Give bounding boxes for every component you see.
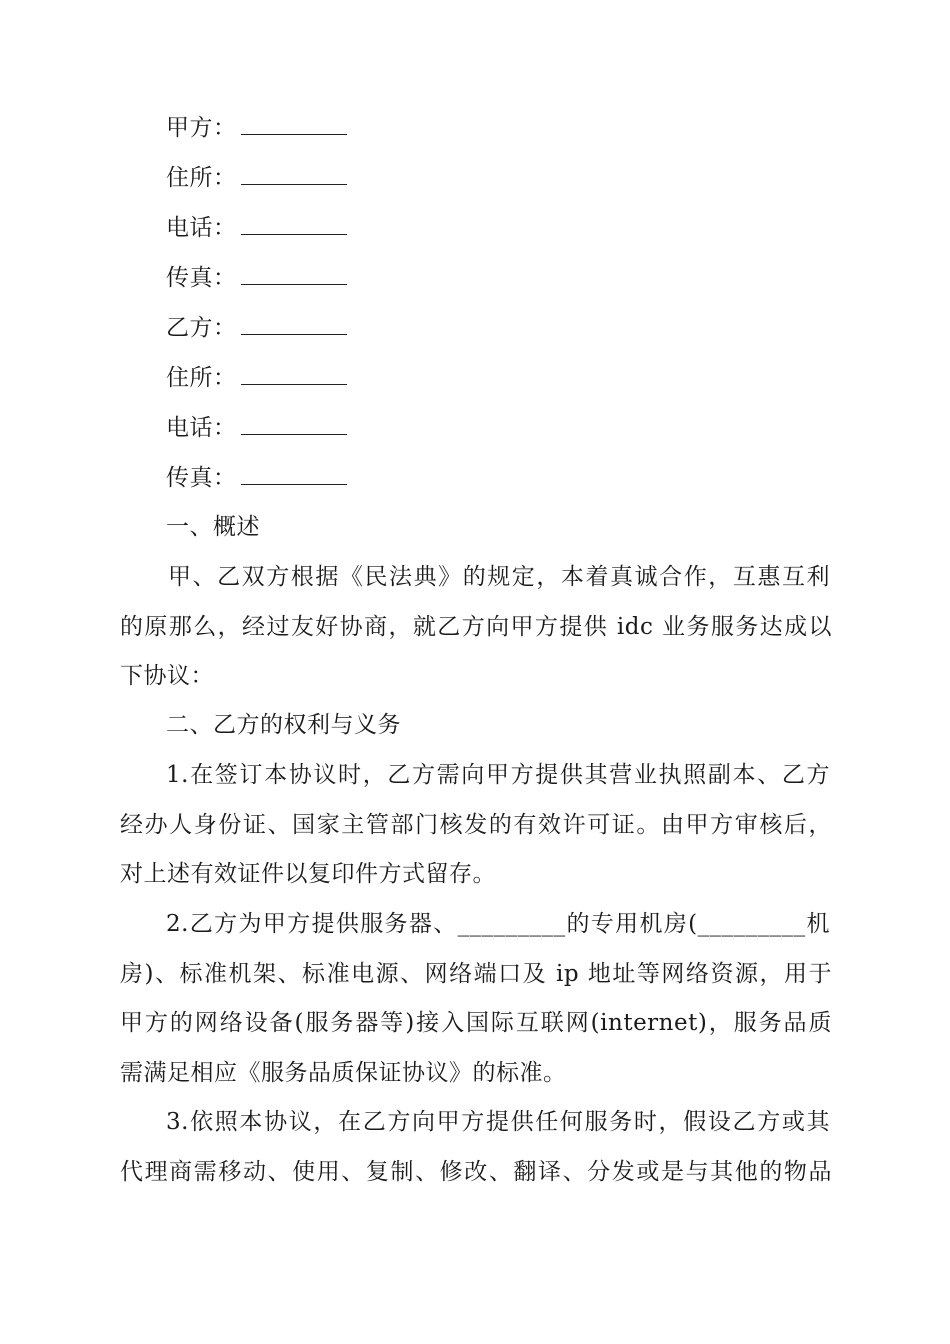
party-b-address-blank <box>241 366 347 385</box>
party-a-address-blank <box>241 166 347 185</box>
party-a-label: 甲方： <box>166 115 237 141</box>
party-row <box>166 415 878 441</box>
party-a-phone-blank <box>241 216 347 235</box>
section-heading: 一、概述 <box>166 514 260 540</box>
paragraph-line: 下协议： <box>120 663 214 689</box>
party-a-fax-label: 传真： <box>166 265 237 291</box>
paragraph-line: 房)、标准机架、标准电源、网络端口及 ip 地址等网络资源，用于 <box>120 961 832 987</box>
party-a-address-label: 住所： <box>166 165 237 191</box>
paragraph-line: 的原那么，经过友好协商，就乙方向甲方提供 idc 业务服务达成以 <box>120 614 832 640</box>
paragraph-line: 3.依照本协议，在乙方向甲方提供任何服务时，假设乙方或其 <box>166 1109 830 1135</box>
party-b-phone-label: 电话： <box>166 415 237 441</box>
party-a-blank <box>241 116 347 135</box>
party-row <box>166 165 878 191</box>
paragraph-line: 甲方的网络设备(服务器等)接入国际互联网(internet)，服务品质 <box>120 1010 832 1036</box>
party-row <box>166 365 878 391</box>
paragraph-line: 甲、乙双方根据《民法典》的规定，本着真诚合作，互惠互利 <box>168 564 830 590</box>
paragraph-line: 对上述有效证件以复印件方式留存。 <box>120 861 496 887</box>
party-row <box>166 265 878 291</box>
party-row <box>166 315 878 341</box>
party-b-fax-blank <box>241 466 347 485</box>
party-b-fax-label: 传真： <box>166 465 237 491</box>
party-a-phone-label: 电话： <box>166 215 237 241</box>
paragraph-line: 代理商需移动、使用、复制、修改、翻译、分发或是与其他的物品 <box>120 1159 832 1185</box>
section-heading: 二、乙方的权利与义务 <box>166 712 401 738</box>
paragraph-line: 经办人身份证、国家主管部门核发的有效许可证。由甲方审核后， <box>120 812 832 838</box>
party-row <box>166 115 878 141</box>
paragraph-line: 1.在签订本协议时，乙方需向甲方提供其营业执照副本、乙方 <box>166 762 830 788</box>
paragraph-line: 需满足相应《服务品质保证协议》的标准。 <box>120 1060 567 1086</box>
party-a-fax-blank <box>241 266 347 285</box>
party-row <box>166 465 878 491</box>
party-b-address-label: 住所： <box>166 365 237 391</box>
party-b-phone-blank <box>241 416 347 435</box>
party-row <box>166 215 878 241</box>
party-b-label: 乙方： <box>166 315 237 341</box>
paragraph-line: 2.乙方为甲方提供服务器、_________的专用机房(_________机 <box>166 911 830 937</box>
party-b-blank <box>241 316 347 335</box>
